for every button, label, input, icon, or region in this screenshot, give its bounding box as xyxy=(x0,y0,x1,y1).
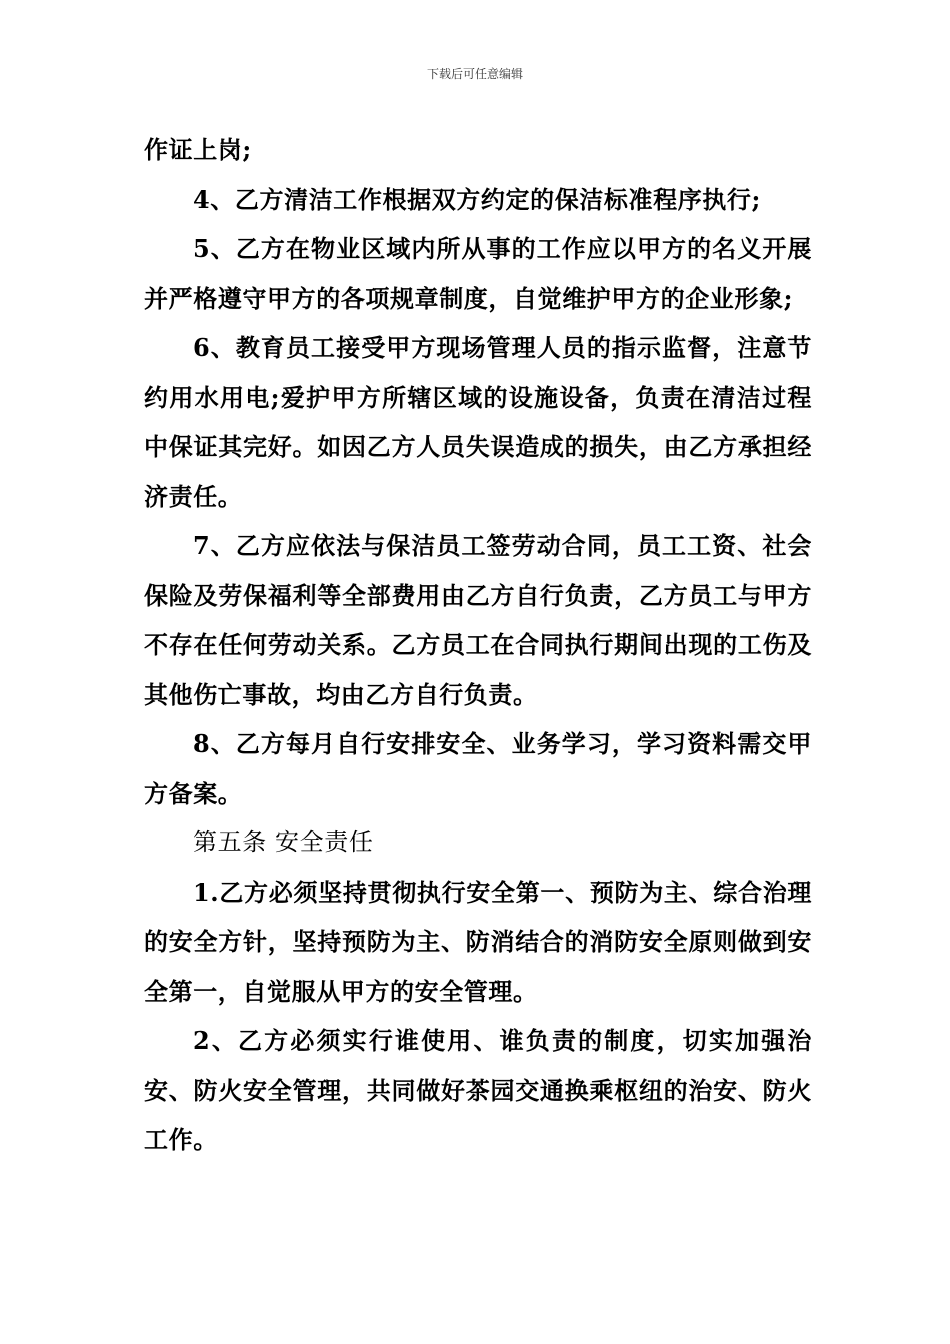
paragraph-continuation: 作证上岗; xyxy=(144,135,252,164)
paragraph-item-7: 7、乙方应依法与保洁员工签劳动合同，员工工资、社会保险及劳保福利等全部费用由乙方自行负责，乙方员工与甲方不存在任何劳动关系。乙方员工在合同执行期间出现的工伤及其他伤亡事故，均由乙方自行负责。 xyxy=(144,531,812,709)
document-body xyxy=(144,125,812,1165)
paragraph-safety-item-2: 2、乙方必须实行谁使用、谁负责的制度，切实加强治安、防火安全管理，共同做好茶园交通换乘枢纽的治安、防火工作。 xyxy=(144,1026,812,1154)
paragraph-item-6: 6、教育员工接受甲方现场管理人员的指示监督，注意节约用水用电;爱护甲方所辖区域的设施设备，负责在清洁过程中保证其完好。如因乙方人员失误造成的损失，由乙方承担经济责任。 xyxy=(144,333,812,511)
paragraph-item-8: 8、乙方每月自行安排安全、业务学习，学习资料需交甲方备案。 xyxy=(144,729,812,808)
section-heading-article-5: 第五条 安全责任 xyxy=(193,828,374,856)
paragraph-item-4: 4、乙方清洁工作根据双方约定的保洁标准程序执行; xyxy=(193,184,761,214)
page-header-note: 下载后可任意编辑 xyxy=(426,67,523,81)
paragraph-safety-item-1: 1.乙方必须坚持贯彻执行安全第一、预防为主、综合治理的安全方针，坚持预防为主、防消结合的消防安全原则做到安全第一，自觉服从甲方的安全管理。 xyxy=(144,877,812,1006)
paragraph-item-5: 5、乙方在物业区域内所从事的工作应以甲方的名义开展并严格遵守甲方的各项规章制度，自觉维护甲方的企业形象; xyxy=(144,234,812,313)
